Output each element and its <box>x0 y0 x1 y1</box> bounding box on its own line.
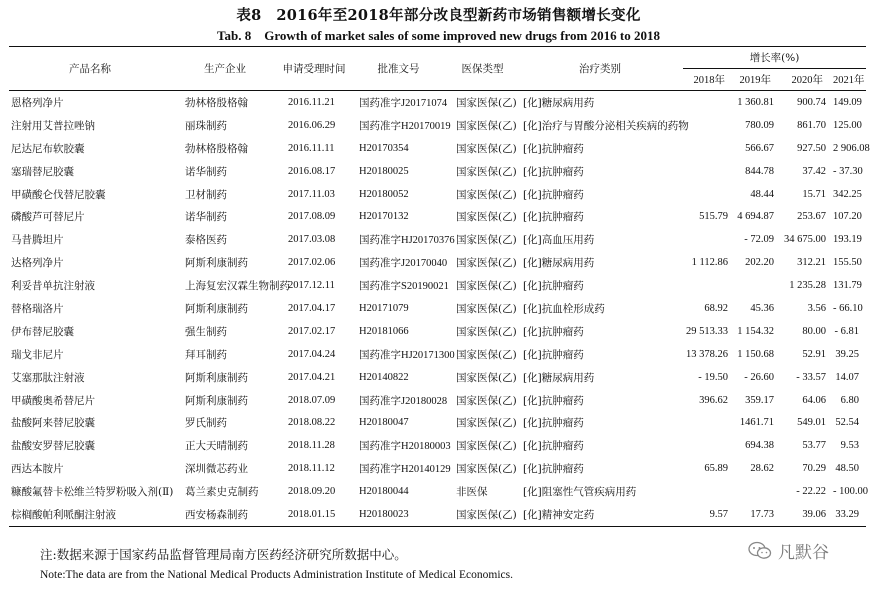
cell-growth-2019: 1 150.68 <box>737 348 774 360</box>
cell-company: 勃林格殷格翰 <box>185 96 248 109</box>
cell-application-date: 2018.08.22 <box>288 417 336 429</box>
cell-therapy-category: [化]抗肿瘤药 <box>523 463 584 476</box>
cell-therapy-category: [化]抗肿瘤药 <box>523 440 584 453</box>
cell-therapy-category: [化]精神安定药 <box>517 503 683 526</box>
cell-growth-2020: 37.42 <box>802 165 826 177</box>
cell-insurance-type: 国家医保(乙) <box>456 165 517 178</box>
cell-company: 阿斯利康制药 <box>185 394 248 407</box>
cell-company: 强生制药 <box>185 325 227 338</box>
cell-company: 上海复宏汉霖生物制药 <box>185 280 290 293</box>
cell-application-date: 2017.04.21 <box>288 371 336 383</box>
cell-company: 诺华制药 <box>185 211 227 224</box>
cell-insurance-type: 国家医保(乙) <box>456 302 517 315</box>
cell-growth-2018: 515.79 <box>699 211 728 223</box>
cell-approval-number: 国药准字H20140129 <box>359 464 451 476</box>
cell-growth-2019: 45.36 <box>750 302 774 314</box>
cell-growth-2018: - 19.50 <box>698 371 728 383</box>
cell-therapy-category: [化]抗肿瘤药 <box>523 211 584 224</box>
cell-growth-2020: 253.67 <box>797 211 826 223</box>
cell-growth-2020: 1 235.28 <box>789 280 826 292</box>
table-row <box>9 480 866 503</box>
table-title-en: Tab. 8 Growth of market sales of some improved new drugs from 2016 to 2018 <box>217 28 660 43</box>
cell-company: 诺华制药 <box>185 165 227 178</box>
cell-growth-2018 <box>683 183 735 206</box>
cell-application-date: 2018.07.09 <box>288 394 336 406</box>
cell-insurance-type: 国家医保(乙) <box>456 119 517 132</box>
cell-growth-2020: 34 675.00 <box>784 234 826 246</box>
header-therapy-category: 治疗类别 <box>517 47 683 91</box>
cell-therapy-category: [化]抗肿瘤药 <box>523 280 584 293</box>
cell-company: 罗氏制药 <box>185 417 227 430</box>
cell-growth-2018: 9.57 <box>683 503 735 526</box>
cell-growth-2018 <box>683 91 735 114</box>
cell-insurance-type: 国家医保(乙) <box>456 440 517 453</box>
header-growth-rate: 增长率(%) <box>683 47 866 69</box>
cell-approval-number: H20180052 <box>359 188 409 200</box>
cell-growth-2018: 1 112.86 <box>691 257 728 269</box>
cell-growth-2019: 1461.71 <box>739 417 774 429</box>
cell-approval-number: H20171079 <box>359 302 409 314</box>
cell-insurance-type: 国家医保(乙) <box>456 188 517 201</box>
cell-insurance-type: 国家医保(乙) <box>456 348 517 361</box>
source-note-en: Note:The data are from the National Medical Products Administration Institute of Medical Economics. <box>40 569 513 581</box>
source-note-cn: 注:数据来源于国家药品监督管理局南方医药经济研究所数据中心。 <box>40 547 407 562</box>
cell-approval-number: H20140822 <box>359 371 409 383</box>
cell-product-name: 艾塞那肽注射液 <box>11 371 85 384</box>
cell-growth-2019: - 26.60 <box>744 371 774 383</box>
cell-application-date: 2018.11.28 <box>288 440 335 452</box>
cell-product-name: 棕榈酸帕利哌酮注射液 <box>9 503 171 526</box>
cell-application-date: 2017.04.17 <box>288 302 336 314</box>
cell-growth-2018: 65.89 <box>704 463 728 475</box>
cell-growth-2019: 566.67 <box>745 142 774 154</box>
cell-growth-2019: 694.38 <box>745 440 774 452</box>
cell-application-date: 2018.09.20 <box>288 486 336 498</box>
table-row <box>9 137 866 160</box>
header-approval-number: 批准文号 <box>349 47 448 91</box>
cell-therapy-category: [化]抗肿瘤药 <box>523 417 584 430</box>
cell-application-date: 2016.08.17 <box>288 165 336 177</box>
cell-growth-2021: 33.29 <box>833 503 866 526</box>
cell-therapy-category: [化]抗肿瘤药 <box>523 348 584 361</box>
cell-application-date: 2016.11.11 <box>288 142 335 154</box>
cell-growth-2020: 39.06 <box>781 503 833 526</box>
cell-growth-2021: 342.25 <box>833 188 862 200</box>
cell-growth-2021: 9.53 <box>840 440 860 452</box>
cell-growth-2021: 131.79 <box>833 280 862 292</box>
cell-insurance-type: 国家医保(乙) <box>456 257 517 270</box>
table-row <box>9 320 866 343</box>
watermark-text: 凡默谷 <box>778 543 829 563</box>
cell-growth-2021: 6.80 <box>840 394 860 406</box>
cell-growth-2020: 3.56 <box>807 302 826 314</box>
cell-growth-2021: 155.50 <box>833 257 862 269</box>
watermark <box>748 538 829 563</box>
cell-growth-2018: 13 378.26 <box>686 348 728 360</box>
table-row <box>9 114 866 137</box>
cell-approval-number: H20170354 <box>359 142 409 154</box>
header-year-2018: 2018年 <box>683 69 735 91</box>
cell-growth-2019: 202.20 <box>745 257 774 269</box>
cell-product-name: 马昔腾坦片 <box>11 234 64 247</box>
cell-growth-2019: 4 694.87 <box>737 211 774 223</box>
table-row <box>9 411 866 434</box>
cell-approval-number: 国药准字J20171074 <box>359 97 448 109</box>
cell-growth-2020: 80.00 <box>802 325 826 337</box>
cell-growth-2020: 15.71 <box>802 188 826 200</box>
cell-application-date: 2016.06.29 <box>288 119 336 131</box>
cell-therapy-category: [化]抗肿瘤药 <box>523 325 584 338</box>
cell-approval-number: 国药准字S20190021 <box>359 281 449 293</box>
table-row <box>9 160 866 183</box>
sales-growth-table <box>9 46 870 527</box>
cell-company: 阿斯利康制药 <box>185 257 248 270</box>
cell-application-date: 2017.12.11 <box>288 280 335 292</box>
cell-product-name: 达格列净片 <box>11 257 64 270</box>
cell-application-date: 2017.08.09 <box>288 211 336 223</box>
cell-insurance-type: 国家医保(乙) <box>448 503 517 526</box>
cell-growth-2020: - 33.57 <box>796 371 826 383</box>
table-row <box>9 434 866 457</box>
cell-growth-2020: 52.91 <box>802 348 826 360</box>
cell-approval-number: H20180047 <box>359 417 409 429</box>
cell-product-name: 西达本胺片 <box>11 463 64 476</box>
cell-application-date: 2018.01.15 <box>279 503 349 526</box>
cell-product-name: 盐酸安罗替尼胶囊 <box>11 440 95 453</box>
cell-insurance-type: 国家医保(乙) <box>456 463 517 476</box>
cell-growth-2019: 1 154.32 <box>737 325 774 337</box>
cell-therapy-category: [化]抗肿瘤药 <box>523 165 584 178</box>
cell-therapy-category: [化]抗肿瘤药 <box>523 394 584 407</box>
cell-approval-number: 国药准字H20180003 <box>359 441 451 453</box>
cell-approval-number: H20181066 <box>359 325 409 337</box>
cell-therapy-category: [化]抗肿瘤药 <box>523 188 584 201</box>
cell-growth-2018 <box>683 480 735 503</box>
table-body <box>9 91 870 527</box>
cell-growth-2020: 900.74 <box>797 96 826 108</box>
cell-therapy-category: [化]抗血栓形成药 <box>523 302 605 315</box>
cell-approval-number: 国药准字HJ20170376 <box>359 235 455 247</box>
cell-growth-2019: - 72.09 <box>744 234 774 246</box>
header-year-2019: 2019年 <box>735 69 781 91</box>
cell-growth-2018: 68.92 <box>704 302 728 314</box>
table-row <box>9 274 866 297</box>
cell-growth-2020: 927.50 <box>797 142 826 154</box>
cell-company: 泰格医药 <box>185 234 227 247</box>
cell-growth-2018: 29 513.33 <box>686 325 728 337</box>
cell-therapy-category: [化]糖尿病用药 <box>523 371 595 384</box>
header-company: 生产企业 <box>171 47 279 91</box>
cell-product-name: 盐酸阿来替尼胶囊 <box>11 417 95 430</box>
cell-therapy-category: [化]阻塞性气管疾病用药 <box>523 486 637 499</box>
cell-product-name: 甲磺酸奥希替尼片 <box>11 394 95 407</box>
cell-growth-2021: 48.50 <box>835 463 860 475</box>
table-row <box>9 343 866 366</box>
cell-application-date: 2018.11.12 <box>288 463 335 475</box>
cell-product-name: 甲磺酸仑伐替尼胶囊 <box>11 188 106 201</box>
cell-therapy-category: [化]抗肿瘤药 <box>523 142 584 155</box>
cell-product-name: 注射用艾普拉唑钠 <box>11 119 95 132</box>
cell-growth-2018 <box>683 114 735 137</box>
table-row <box>9 389 866 412</box>
header-insurance-type: 医保类型 <box>448 47 517 91</box>
cell-application-date: 2017.11.03 <box>288 188 335 200</box>
cell-application-date: 2017.03.08 <box>288 234 336 246</box>
cell-growth-2021: 193.19 <box>833 234 862 246</box>
cell-growth-2018 <box>683 228 735 251</box>
cell-product-name: 塞瑞替尼胶囊 <box>11 165 74 178</box>
cell-growth-2019 <box>735 480 781 503</box>
cell-approval-number: 国药准字J20180028 <box>359 395 448 407</box>
cell-product-name: 恩格列净片 <box>11 96 64 109</box>
header-year-2020: 2020年 <box>781 69 833 91</box>
cell-growth-2020: 861.70 <box>797 119 826 131</box>
cell-growth-2020: 70.29 <box>802 463 826 475</box>
cell-approval-number: H20180044 <box>359 486 409 498</box>
cell-growth-2018 <box>683 137 735 160</box>
table-row <box>9 228 866 251</box>
cell-approval-number: 国药准字J20170040 <box>359 258 448 270</box>
cell-insurance-type: 国家医保(乙) <box>456 211 517 224</box>
cell-insurance-type: 国家医保(乙) <box>456 417 517 430</box>
cell-growth-2019: 780.09 <box>745 119 774 131</box>
cell-application-date: 2017.02.17 <box>288 325 336 337</box>
cell-company: 深圳微芯药业 <box>185 463 248 476</box>
cell-product-name: 替格瑞洛片 <box>11 302 64 315</box>
table-row <box>9 457 866 480</box>
cell-growth-2019: 844.78 <box>745 165 774 177</box>
cell-growth-2018 <box>683 434 735 457</box>
cell-insurance-type: 国家医保(乙) <box>456 280 517 293</box>
cell-growth-2021: 2 906.08 <box>833 142 870 154</box>
cell-approval-number: 国药准字H20170019 <box>359 120 451 132</box>
cell-insurance-type: 国家医保(乙) <box>456 394 517 407</box>
cell-growth-2020: 53.77 <box>802 440 826 452</box>
cell-therapy-category: [化]治疗与胃酸分泌相关疾病的药物 <box>523 119 689 132</box>
cell-insurance-type: 非医保 <box>456 486 488 499</box>
cell-therapy-category: [化]糖尿病用药 <box>523 96 595 109</box>
cell-product-name: 伊布替尼胶囊 <box>11 325 74 338</box>
cell-insurance-type: 国家医保(乙) <box>456 371 517 384</box>
cell-growth-2018 <box>683 274 735 297</box>
header-product-name: 产品名称 <box>9 47 171 91</box>
cell-growth-2020: 312.21 <box>797 257 826 269</box>
cell-product-name: 磷酸芦可替尼片 <box>11 211 85 224</box>
table-row <box>9 503 866 526</box>
cell-company: 西安杨森制药 <box>171 503 279 526</box>
cell-insurance-type: 国家医保(乙) <box>456 142 517 155</box>
cell-growth-2021: 149.09 <box>833 96 862 108</box>
cell-growth-2020: 64.06 <box>802 394 826 406</box>
cell-product-name: 糠酸氟替卡松维兰特罗粉吸入剂(Ⅱ) <box>11 486 174 499</box>
cell-growth-2021: 14.07 <box>835 371 860 383</box>
cell-approval-number: H20180025 <box>359 165 409 177</box>
table-title-cn: 表8 2016年至2018年部分改良型新药市场销售额增长变化 <box>236 7 641 24</box>
wechat-icon <box>748 541 772 561</box>
cell-approval-number: H20180023 <box>349 503 448 526</box>
cell-company: 拜耳制药 <box>185 348 227 361</box>
table-row <box>9 183 866 206</box>
cell-company: 卫材制药 <box>185 188 227 201</box>
cell-therapy-category: [化]高血压用药 <box>523 234 595 247</box>
cell-growth-2021: - 37.30 <box>833 165 863 177</box>
cell-growth-2019: 28.62 <box>750 463 774 475</box>
cell-growth-2018 <box>683 411 735 434</box>
table-row <box>9 251 866 274</box>
cell-approval-number: 国药准字HJ20171300 <box>359 349 455 361</box>
table-row <box>9 297 866 320</box>
cell-growth-2019 <box>735 274 781 297</box>
cell-company: 勃林格殷格翰 <box>185 142 248 155</box>
cell-approval-number: H20170132 <box>359 211 409 223</box>
table-row <box>9 91 866 114</box>
cell-growth-2021: 125.00 <box>833 119 862 131</box>
cell-growth-2019: 17.73 <box>735 503 781 526</box>
cell-company: 阿斯利康制药 <box>185 371 248 384</box>
cell-insurance-type: 国家医保(乙) <box>456 96 517 109</box>
cell-growth-2021: - 66.10 <box>833 302 863 314</box>
cell-insurance-type: 国家医保(乙) <box>456 325 517 338</box>
cell-company: 丽珠制药 <box>185 119 227 132</box>
cell-growth-2021: 52.54 <box>835 417 860 429</box>
cell-growth-2019: 1 360.81 <box>737 96 774 108</box>
cell-growth-2020: - 22.22 <box>796 486 826 498</box>
cell-growth-2021: - 100.00 <box>833 486 868 498</box>
cell-growth-2020: 549.01 <box>797 417 826 429</box>
table-row <box>9 366 866 389</box>
cell-company: 葛兰素史克制药 <box>185 486 259 499</box>
cell-company: 阿斯利康制药 <box>185 302 248 315</box>
cell-growth-2018: 396.62 <box>699 394 728 406</box>
cell-product-name: 尼达尼布软胶囊 <box>11 142 85 155</box>
cell-growth-2018 <box>683 160 735 183</box>
cell-insurance-type: 国家医保(乙) <box>456 234 517 247</box>
cell-application-date: 2017.04.24 <box>288 348 336 360</box>
cell-company: 正大天晴制药 <box>185 440 248 453</box>
header-year-2021: 2021年 <box>833 69 866 91</box>
cell-growth-2019: 359.17 <box>745 394 774 406</box>
cell-growth-2019: 48.44 <box>750 188 774 200</box>
table-row <box>9 205 866 228</box>
cell-product-name: 瑞戈非尼片 <box>11 348 64 361</box>
header-application-date: 申请受理时间 <box>279 47 349 91</box>
cell-therapy-category: [化]糖尿病用药 <box>523 257 595 270</box>
cell-application-date: 2017.02.06 <box>288 257 336 269</box>
cell-growth-2021: 39.25 <box>835 348 860 360</box>
cell-growth-2021: - 6.81 <box>834 325 860 337</box>
cell-product-name: 利妥昔单抗注射液 <box>11 280 95 293</box>
cell-growth-2021: 107.20 <box>833 211 862 223</box>
cell-application-date: 2016.11.21 <box>288 96 335 108</box>
